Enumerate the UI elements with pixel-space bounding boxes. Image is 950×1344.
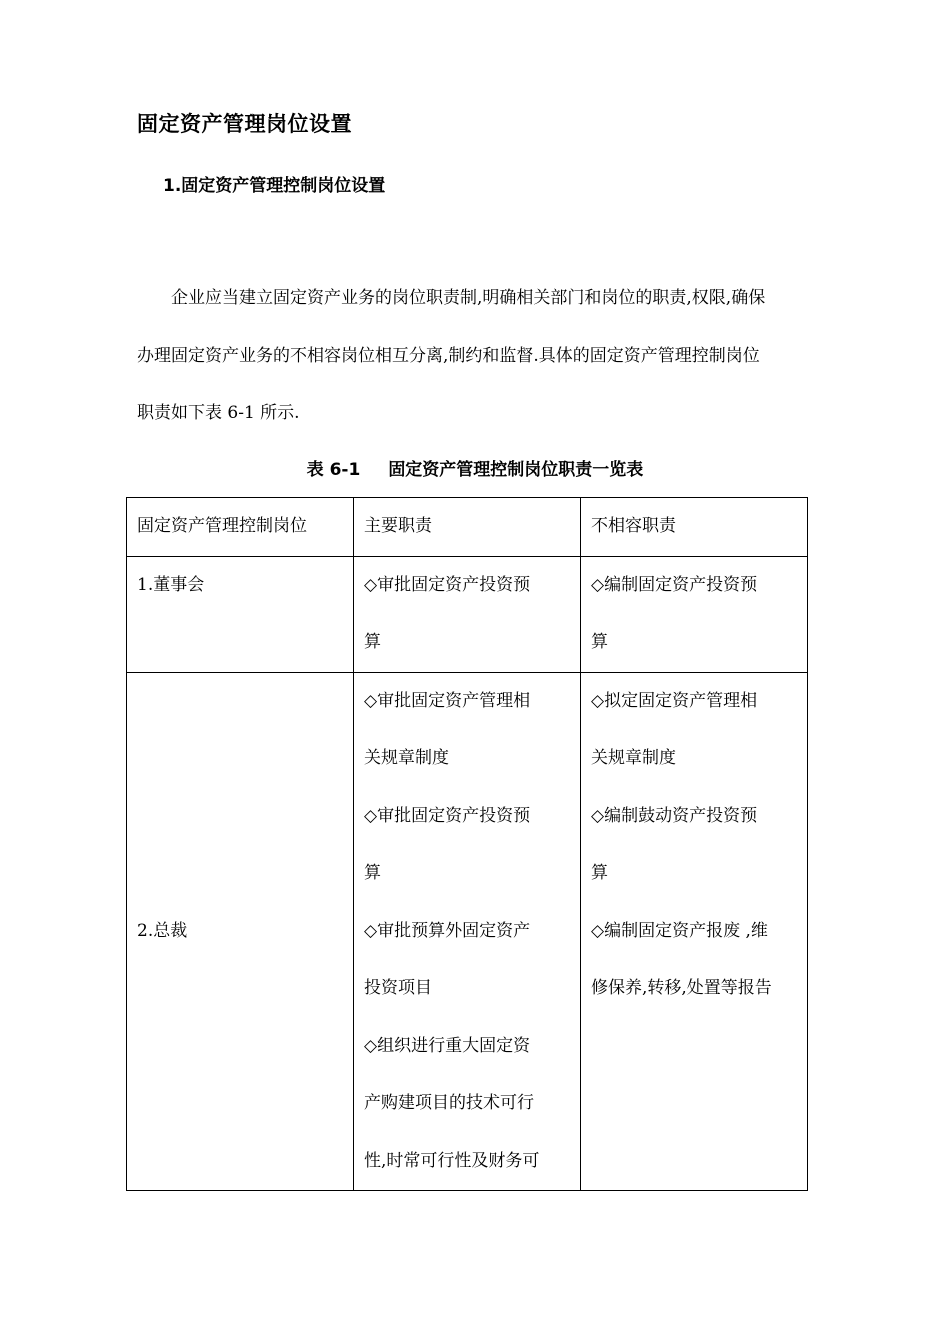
table-number: 表 6-1	[306, 460, 361, 480]
table-header-row	[127, 498, 808, 557]
header-main-duties: 主要职责	[354, 498, 581, 557]
table-row	[127, 672, 808, 1191]
duty-line: ◇审批固定资产投资预	[364, 574, 531, 595]
header-incompatible-duties: 不相容职责	[581, 498, 808, 557]
main-duties-cell	[354, 672, 581, 1191]
position-cell: 1.董事会	[127, 556, 354, 672]
duty-line: ◇审批固定资产管理相	[364, 690, 531, 711]
duty-line: ◇编制固定资产报废 ,维	[591, 920, 768, 941]
duty-line: 产购建项目的技术可行	[364, 1093, 534, 1113]
duty-line: 修保养,转移,处置等报告	[591, 978, 772, 998]
duty-table	[126, 497, 808, 1191]
duty-line: 算	[591, 863, 608, 883]
table-caption-text: 固定资产管理控制岗位职责一览表	[388, 460, 644, 480]
position-cell: 2.总裁	[127, 672, 354, 1191]
body-paragraph	[137, 270, 837, 443]
duty-line: 关规章制度	[591, 748, 676, 768]
page-title: 固定资产管理岗位设置	[137, 112, 352, 136]
incompatible-duties-cell	[581, 556, 808, 672]
duty-line: ◇审批固定资产投资预	[364, 805, 531, 826]
main-duties-cell	[354, 556, 581, 672]
duty-line: 算	[591, 632, 608, 652]
duty-line: ◇审批预算外固定资产	[364, 920, 531, 941]
paragraph-line: 办理固定资产业务的不相容岗位相互分离,制约和监督.具体的固定资产管理控制岗位	[137, 345, 760, 366]
duty-line: 投资项目	[364, 978, 432, 998]
duty-line: ◇编制固定资产投资预	[591, 574, 758, 595]
duty-line: 算	[364, 863, 381, 883]
header-position: 固定资产管理控制岗位	[127, 498, 354, 557]
duty-line: ◇拟定固定资产管理相	[591, 690, 758, 711]
duty-line: ◇组织进行重大固定资	[364, 1035, 531, 1056]
paragraph-line: 职责如下表 6-1 所示.	[137, 403, 300, 423]
duty-line: ◇编制鼓动资产投资预	[591, 805, 758, 826]
incompatible-duties-cell	[581, 672, 808, 1191]
duty-line: 算	[364, 632, 381, 652]
table-caption	[0, 455, 950, 480]
table-row	[127, 556, 808, 672]
section-heading: 1.固定资产管理控制岗位设置	[163, 176, 386, 196]
duty-line: 关规章制度	[364, 748, 449, 768]
paragraph-line: 企业应当建立固定资产业务的岗位职责制,明确相关部门和岗位的职责,权限,确保	[171, 288, 766, 308]
duty-line: 性,时常可行性及财务可	[364, 1150, 540, 1171]
